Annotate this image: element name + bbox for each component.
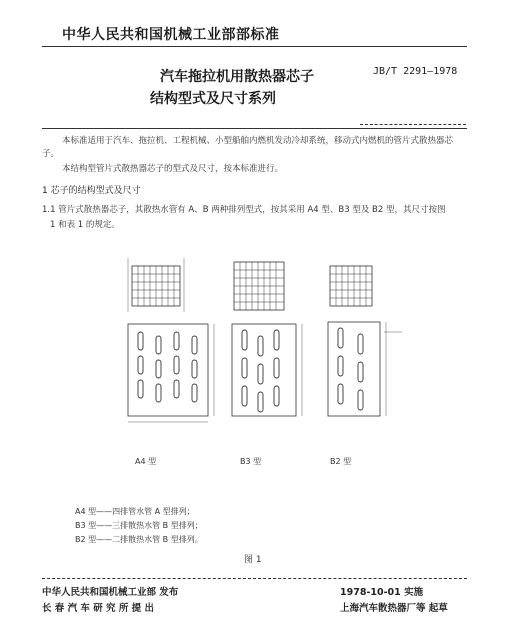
figure-b2-label: B2 型 <box>330 457 352 466</box>
footer-issuer: 中华人民共和国机械工业部 发布 <box>42 587 179 598</box>
footer-proposer: 长 春 汽 车 研 究 所 提 出 <box>42 603 154 614</box>
legend-a4: A4 型——四排管水管 A 型排列； <box>75 507 195 516</box>
intro-paragraph-line2: 子。 <box>42 149 60 159</box>
clause-1-1-line2: 1 和表 1 的规定。 <box>50 220 120 230</box>
footer-dash-rule <box>42 578 467 579</box>
legend-b3: B3 型——三排散热水管 B 型排列； <box>75 521 203 530</box>
intro-paragraph-2: 本结构型管片式散热器芯子的型式及尺寸，按本标准进行。 <box>62 164 284 174</box>
legend-b2: B2 型——二排散热水管 B 型排列。 <box>75 535 203 544</box>
header-rule <box>42 46 467 47</box>
document-title-line1: 汽车拖拉机用散热器芯子 <box>160 69 314 85</box>
figure-b3-label: B3 型 <box>240 457 262 466</box>
figure-b3-drawing <box>226 252 326 462</box>
footer-drafter: 上海汽车散热器厂等 起草 <box>340 603 448 614</box>
figure-a4-drawing <box>118 252 238 462</box>
footer-effective: 1978-10-01 实施 <box>340 587 424 598</box>
intro-paragraph-line1: 本标准适用于汽车、拖拉机、工程机械、小型船舶内燃机发动冷却系统，移动式内燃机的管片式散热器芯 <box>62 136 454 146</box>
clause-1-1-line1: 1.1 管片式散热器芯子，其散热水管有 A、B 两种排列型式，按其采用 A4 型、B3 型及 B2 型，其尺寸按图 <box>42 205 446 215</box>
figure-b2-drawing <box>322 252 412 462</box>
figure-a4-label: A4 型 <box>135 457 157 466</box>
standard-number: JB/T 2291—1978 <box>373 66 458 77</box>
document-title-line2: 结构型式及尺寸系列 <box>150 91 276 107</box>
standard-header: 中华人民共和国机械工业部部标准 <box>62 27 280 43</box>
figure-number: 图 1 <box>244 555 262 565</box>
title-rule <box>42 128 467 129</box>
title-dash-rule <box>360 124 466 125</box>
section-heading-1: 1 芯子的结构型式及尺寸 <box>42 186 141 196</box>
